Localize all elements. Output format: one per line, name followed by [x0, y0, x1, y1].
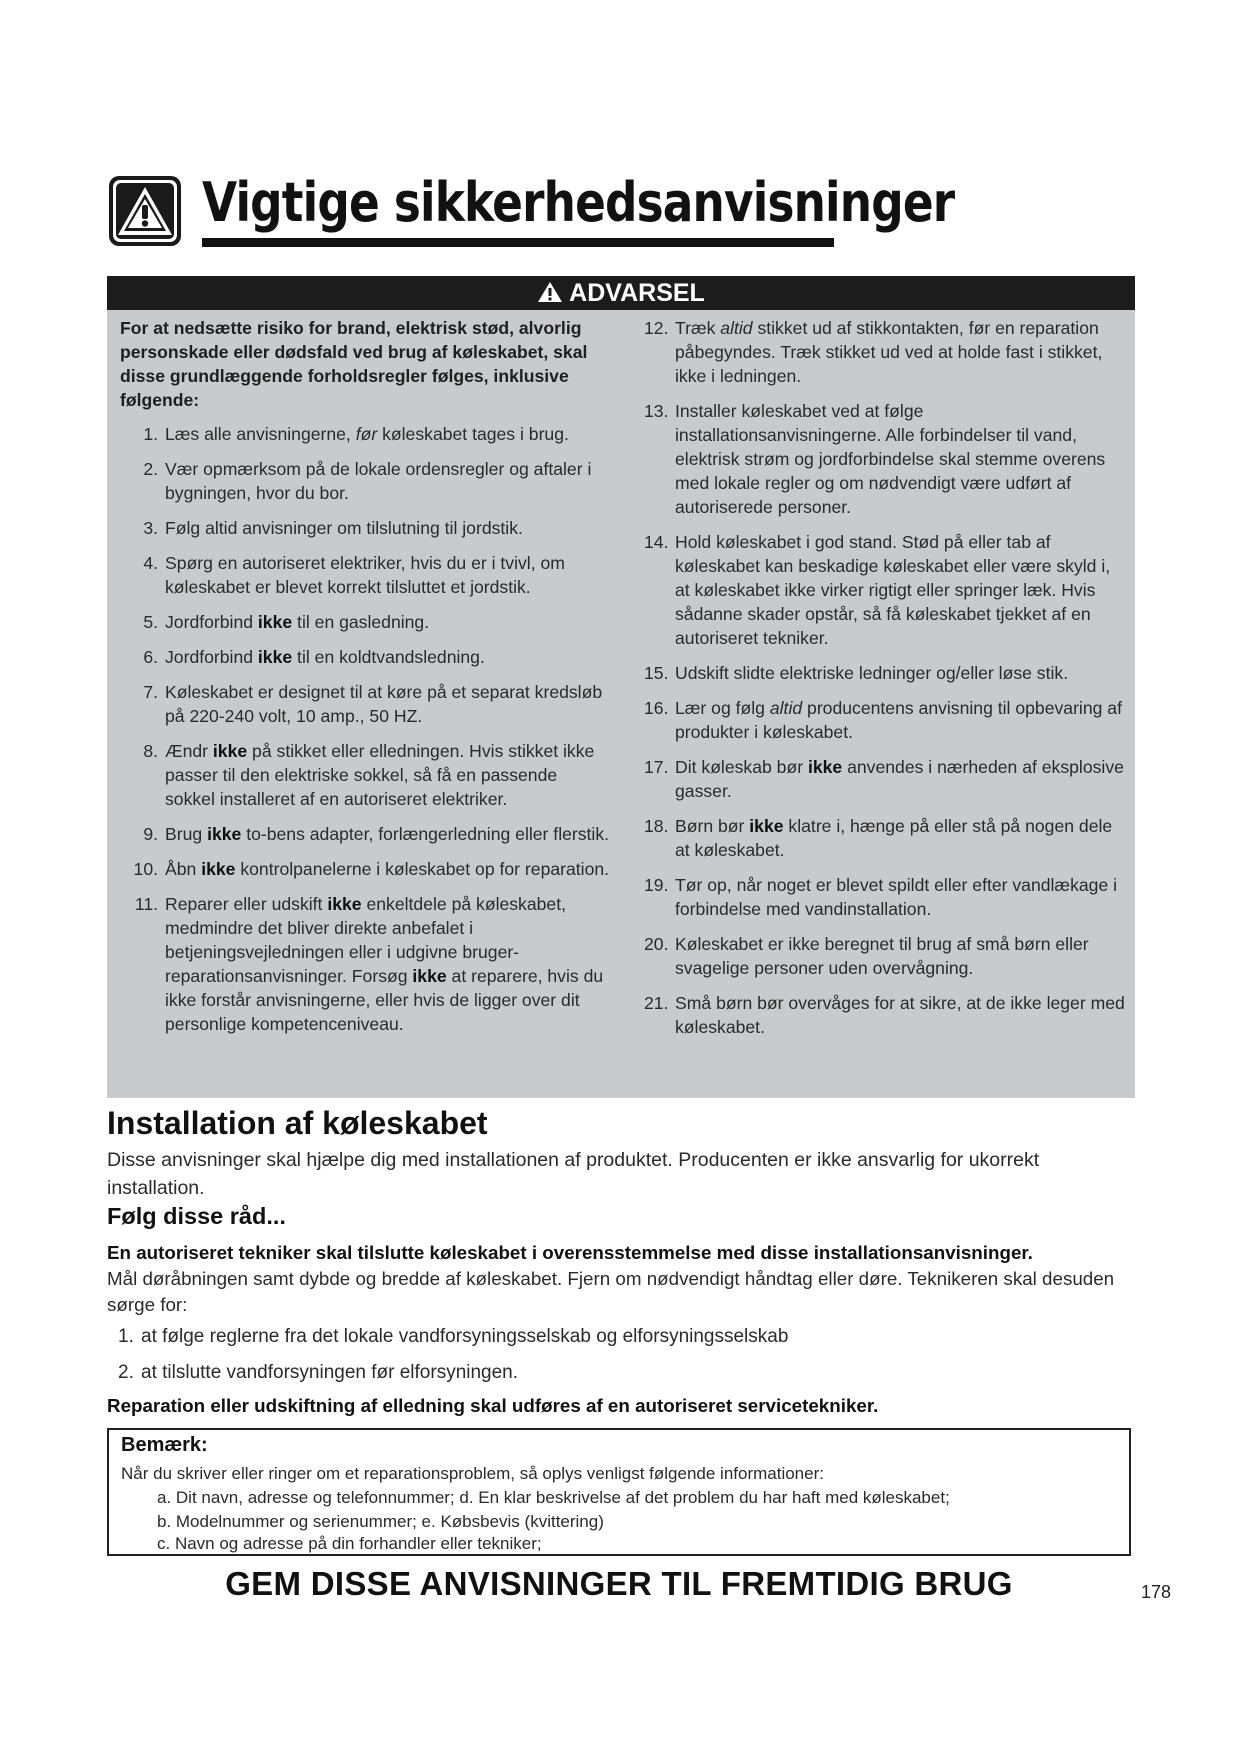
- installation-steps: [107, 1324, 1137, 1396]
- warning-item: 17. Dit køleskab bør ikke anvendes i nærheden af eksplosive gasser.: [644, 757, 1124, 801]
- page-title: Vigtige sikkerhedsanvisninger: [202, 171, 955, 234]
- warning-column-right: [644, 316, 1128, 1050]
- warning-item: 1. Læs alle anvisningerne, før køleskabet tages i brug.: [143, 424, 569, 444]
- warning-item: 7. Køleskabet er designet til at køre på et separat kredsløb på 220-240 volt, 10 amp., 50 HZ.: [143, 682, 603, 726]
- technician-text: Mål døråbningen samt dybde og bredde af køleskabet. Fjern om nødvendigt håndtag eller døre. Teknikeren skal desuden sørge for:: [107, 1268, 1115, 1315]
- warning-item: 14. Hold køleskabet i god stand. Stød på eller tab af køleskabet kan beskadige køleskabet eller være skyld i, at køleskabet ikke virker rigtigt eller springer læk. Hvis sådanne skader opstår, så få køleskabet tjekket af en autoriseret tekniker.: [644, 532, 1111, 648]
- page-title-block: [107, 170, 955, 248]
- warning-column-left: [120, 316, 610, 1047]
- warning-item: 13. Installer køleskabet ved at følge installationsanvisningerne. Alle forbindelser til vand, elektrisk strøm og jordforbindelse skal stemme overens med lokale regler og om nødvendigt være udført af autoriserede personer.: [644, 401, 1106, 517]
- warning-item: 2. Vær opmærksom på de lokale ordensregler og aftaler i bygningen, hvor du bor.: [143, 459, 592, 503]
- title-underline: [202, 238, 834, 247]
- save-instructions-footer: GEM DISSE ANVISNINGER TIL FREMTIDIG BRUG: [225, 1565, 1013, 1602]
- note-line: a. Dit navn, adresse og telefonnummer; d. En klar beskrivelse af det problem du har haft med køleskabet;: [157, 1488, 950, 1507]
- warning-item: 11. Reparer eller udskift ikke enkeltdele på køleskabet, medmindre det bliver direkte anbefalet i betjeningsvejledningen eller i udgivne bruger-reparationsanvisninger. Forsøg ikke at reparere, hvis du ikke forstår anvisningerne, eller hvis de ligger over dit personlige kompetenceniveau.: [134, 894, 604, 1034]
- warning-item: 6. Jordforbind ikke til en koldtvandsledning.: [143, 647, 485, 667]
- installation-heading: Installation af køleskabet: [107, 1105, 488, 1141]
- note-line: c. Navn og adresse på din forhandler eller tekniker;: [157, 1534, 542, 1553]
- installation-step: 1. at følge reglerne fra det lokale vandforsyningsselskab og elforsyningsselskab: [118, 1326, 789, 1347]
- warning-item: 5. Jordforbind ikke til en gasledning.: [143, 612, 430, 632]
- warning-header: [107, 276, 1135, 310]
- warning-triangle-icon: [107, 174, 183, 248]
- installation-step: 2. at tilslutte vandforsyningen før elforsyningen.: [118, 1362, 519, 1383]
- warning-header-label: ADVARSEL: [569, 279, 705, 307]
- warning-item: 3. Følg altid anvisninger om tilslutning til jordstik.: [143, 518, 523, 538]
- warning-item: 21. Små børn bør overvåges for at sikre, at de ikke leger med køleskabet.: [644, 993, 1125, 1037]
- warning-triangle-icon: [537, 281, 563, 303]
- warning-item: 20. Køleskabet er ikke beregnet til brug af små børn eller svagelige personer uden overvågning.: [644, 934, 1089, 978]
- warning-item: 12. Træk altid stikket ud af stikkontakten, før en reparation påbegyndes. Træk stikket ud ved at holde fast i stikket, ikke i ledningen.: [644, 318, 1103, 386]
- follow-advice-heading: Følg disse råd...: [107, 1203, 286, 1229]
- warning-box: [107, 276, 1135, 1098]
- note-box: [107, 1428, 1131, 1556]
- installation-intro: Disse anvisninger skal hjælpe dig med installationen af produktet. Producenten er ikke ansvarlig for ukorrekt installation.: [107, 1149, 1040, 1199]
- warning-item: 19. Tør op, når noget er blevet spildt eller efter vandlækage i forbindelse med vandinstallation.: [644, 875, 1118, 919]
- note-line: b. Modelnummer og serienummer; e. Købsbevis (kvittering): [157, 1512, 604, 1531]
- warning-item: 9. Brug ikke to-bens adapter, forlængerledning eller flerstik.: [143, 824, 610, 844]
- note-intro: Når du skriver eller ringer om et reparationsproblem, så oplys venligst følgende informationer:: [121, 1464, 824, 1483]
- warning-item: 16. Lær og følg altid producentens anvisning til opbevaring af produkter i køleskabet.: [644, 698, 1122, 742]
- warning-item: 18. Børn bør ikke klatre i, hænge på eller stå på nogen dele at køleskabet.: [644, 816, 1113, 860]
- warning-item: 15. Udskift slidte elektriske ledninger og/eller løse stik.: [644, 663, 1069, 683]
- warning-item: 4. Spørg en autoriseret elektriker, hvis du er i tvivl, om køleskabet er blevet korrekt tilsluttet et jordstik.: [143, 553, 565, 597]
- warning-intro: For at nedsætte risiko for brand, elektrisk stød, alvorlig personskade eller dødsfald ved brug af køleskabet, skal disse grundlæggende forholdsregler følges, inklusive følgende:: [120, 318, 588, 410]
- page-number: 178: [1141, 1582, 1172, 1602]
- technician-paragraph: [107, 1240, 1137, 1318]
- warning-item: 8. Ændr ikke på stikket eller elledningen. Hvis stikket ikke passer til den elektriske sokkel, så få en passende sokkel installeret af en autoriseret elektriker.: [143, 741, 595, 809]
- technician-bold-sentence: En autoriseret tekniker skal tilslutte køleskabet i overensstemmelse med disse installationsanvisninger.: [107, 1242, 1033, 1263]
- warning-item: 10. Åbn ikke kontrolpanelerne i køleskabet op for reparation.: [133, 859, 610, 879]
- repair-note: Reparation eller udskiftning af elledning skal udføres af en autoriseret servicetekniker.: [107, 1395, 879, 1416]
- note-title: Bemærk:: [121, 1434, 208, 1456]
